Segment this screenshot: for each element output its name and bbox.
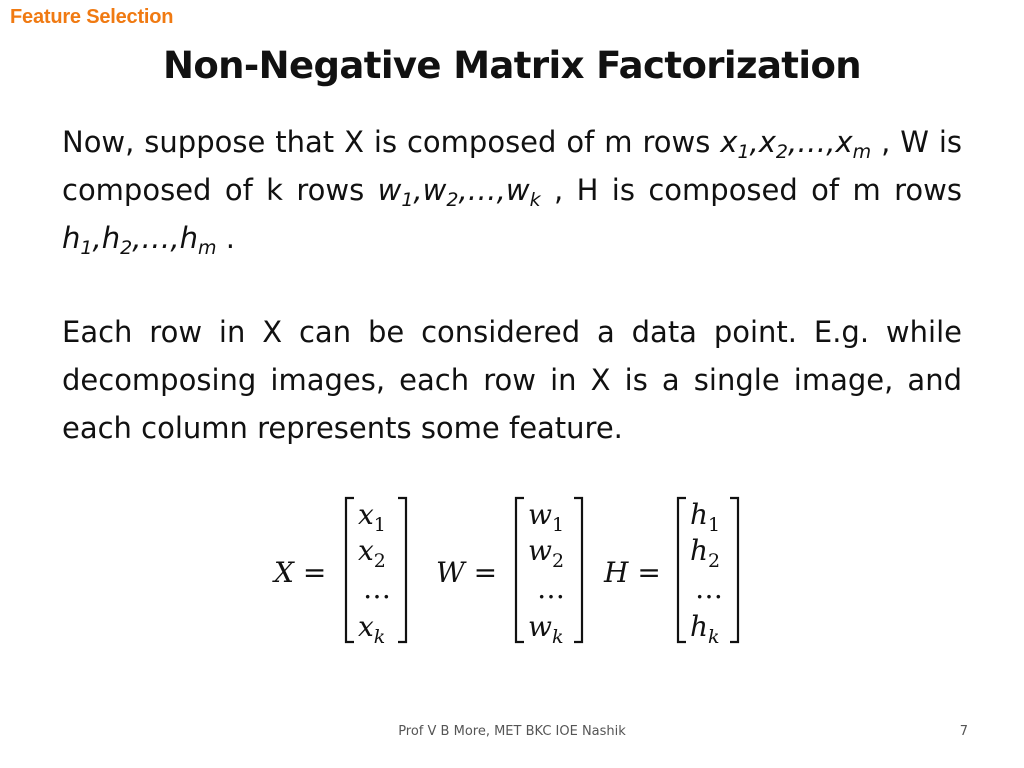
paragraph-h-clause: , H is composed of m rows (554, 173, 963, 207)
w-matrix-entry: … (537, 572, 565, 605)
paragraph-w-clause: , W is composed of k rows (62, 125, 963, 207)
x-matrix-label: X = (274, 556, 327, 589)
slide-title: Non-Negative Matrix Factorization (162, 44, 862, 87)
x-matrix-right-bracket (398, 498, 406, 642)
h-matrix-entry: $h_k$ (690, 610, 720, 646)
x-matrix-left-bracket (346, 498, 354, 642)
w-matrix-label: W = (436, 556, 498, 589)
h-matrix-left-bracket (678, 498, 686, 642)
x-matrix-entry: … (363, 572, 391, 605)
x-rows-expression: $x_1,x_2,\dots,x_m$ (720, 125, 872, 163)
h-matrix-entry: $h_2$ (690, 534, 721, 572)
h-matrix-right-bracket (730, 498, 738, 642)
h-matrix-entry: … (695, 572, 723, 605)
h-matrix-entry: $h_1$ (690, 498, 721, 536)
section-label: Feature Selection (10, 6, 174, 28)
w-matrix-entry: $w_2$ (528, 534, 565, 572)
x-matrix-entry: $x_1$ (358, 498, 386, 536)
x-matrix-entry: $x_k$ (358, 610, 386, 646)
paragraph-intro: Now, suppose that X is composed of m rows (62, 125, 711, 159)
page-number: 7 (959, 724, 968, 739)
w-rows-expression: $w_1,w_2,\dots,w_k$ (377, 173, 541, 211)
h-matrix-label: H = (604, 556, 661, 589)
matrix-equation (272, 496, 752, 646)
paragraph-end: . (225, 221, 235, 255)
footer-author: Prof V B More, MET BKC IOE Nashik (398, 724, 626, 739)
paragraph-row-composition (62, 118, 962, 262)
w-matrix-left-bracket (516, 498, 524, 642)
w-matrix-right-bracket (574, 498, 582, 642)
paragraph-data-point: Each row in X can be considered a data point. E.g. while decomposing images, each row in X is a single image, and each column represents some feature. (62, 315, 962, 445)
w-matrix-entry: $w_k$ (528, 610, 564, 646)
w-matrix-entry: $w_1$ (528, 498, 565, 536)
h-rows-expression: $h_1,h_2,\dots,h_m$ (62, 221, 217, 259)
x-matrix-entry: $x_2$ (358, 534, 386, 572)
